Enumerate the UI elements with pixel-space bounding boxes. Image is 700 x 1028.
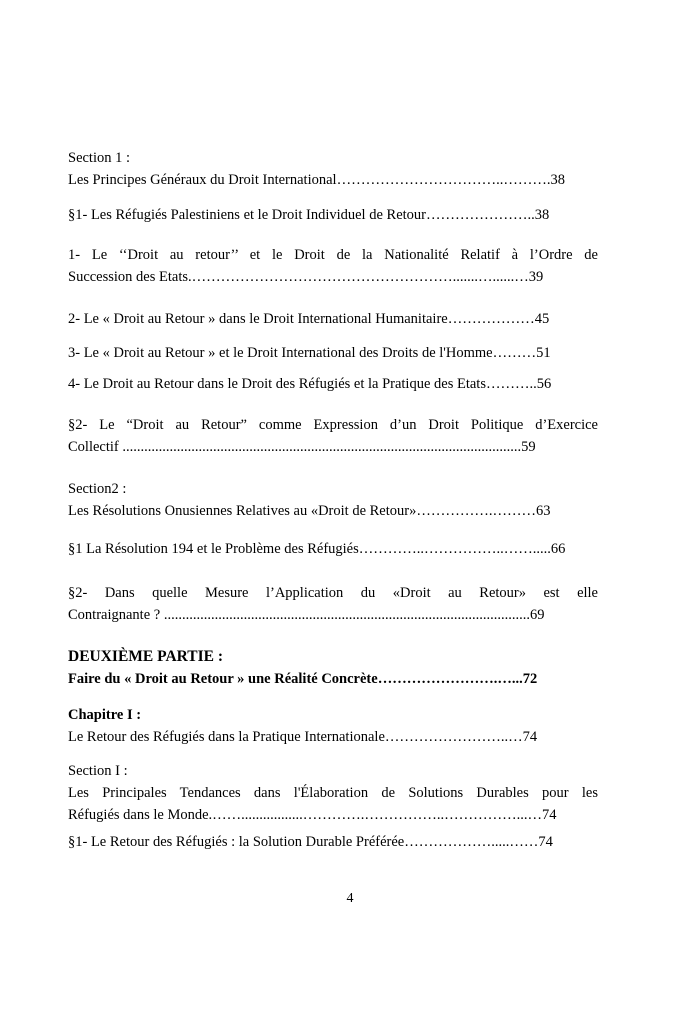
toc-paragraph-2-line-1: §2- Le “Droit au Retour” comme Expression d’un Droit Politique d’Exercice: [68, 417, 598, 433]
toc-paragraph-1: [68, 204, 598, 226]
toc-section-3: [68, 760, 598, 826]
toc-item-3: [68, 342, 598, 364]
toc-paragraph-4-line-2: Contraignante ? .....................................................................................................69: [68, 607, 545, 623]
toc-section-2: [68, 478, 598, 522]
toc-item-3-title: 3- Le « Droit au Retour » et le Droit International des Droits de l'Homme………51: [68, 345, 551, 361]
toc-part-2-title: Faire du « Droit au Retour » une Réalité Concrète…………………….…...72: [68, 671, 538, 687]
toc-paragraph-5: [68, 831, 598, 853]
toc-page: [68, 0, 598, 1028]
toc-item-1: [68, 244, 598, 288]
toc-item-4-title: 4- Le Droit au Retour dans le Droit des Réfugiés et la Pratique des Etats………..56: [68, 376, 552, 392]
toc-paragraph-3-title: §1 La Résolution 194 et le Problème des Réfugiés…………..……………..…….....66: [68, 541, 566, 557]
toc-section-3-heading: Section I :: [68, 763, 128, 779]
toc-item-1-line-2: Succession des Etats.……………………………………………….......…......…39: [68, 269, 544, 285]
toc-section-1-heading: Section 1 :: [68, 150, 131, 166]
toc-paragraph-4: [68, 582, 598, 626]
toc-part-2-heading: DEUXIÈME PARTIE :: [68, 648, 224, 665]
page-number: 4: [346, 891, 354, 906]
toc-section-3-line-1: Les Principales Tendances dans l'Élaboration de Solutions Durables pour les: [68, 785, 598, 801]
toc-item-2: [68, 308, 598, 330]
toc-section-2-title: Les Résolutions Onusiennes Relatives au «Droit de Retour»…………….………63: [68, 503, 551, 519]
toc-section-3-line-2: Réfugiés dans le Monde.…….................………….……………..……………...…74: [68, 807, 557, 823]
toc-paragraph-2-line-2: Collectif ..............................................................................................................59: [68, 439, 536, 455]
toc-paragraph-2: [68, 414, 598, 458]
toc-part-2: [68, 646, 598, 690]
toc-paragraph-1-title: §1- Les Réfugiés Palestiniens et le Droit Individuel de Retour…………………..38: [68, 207, 550, 223]
toc-paragraph-4-line-1: §2- Dans quelle Mesure l’Application du «Droit au Retour» est elle: [68, 585, 598, 601]
toc-paragraph-5-title: §1- Le Retour des Réfugiés : la Solution Durable Préférée……………….....……74: [68, 834, 553, 850]
toc-item-2-title: 2- Le « Droit au Retour » dans le Droit International Humanitaire………………45: [68, 311, 550, 327]
toc-item-1-line-1: 1- Le ‘‘Droit au retour’’ et le Droit de la Nationalité Relatif à l’Ordre de: [68, 247, 598, 263]
toc-chapter-1-heading: Chapitre I :: [68, 707, 142, 723]
toc-paragraph-3: [68, 538, 598, 560]
toc-chapter-1-title: Le Retour des Réfugiés dans la Pratique Internationale……………………..…74: [68, 729, 538, 745]
toc-item-4: [68, 373, 598, 395]
toc-section-1-title: Les Principes Généraux du Droit International……………………………..……….38: [68, 172, 565, 188]
toc-section-1: [68, 147, 598, 191]
toc-section-2-heading: Section2 :: [68, 481, 127, 497]
toc-chapter-1: [68, 704, 598, 748]
